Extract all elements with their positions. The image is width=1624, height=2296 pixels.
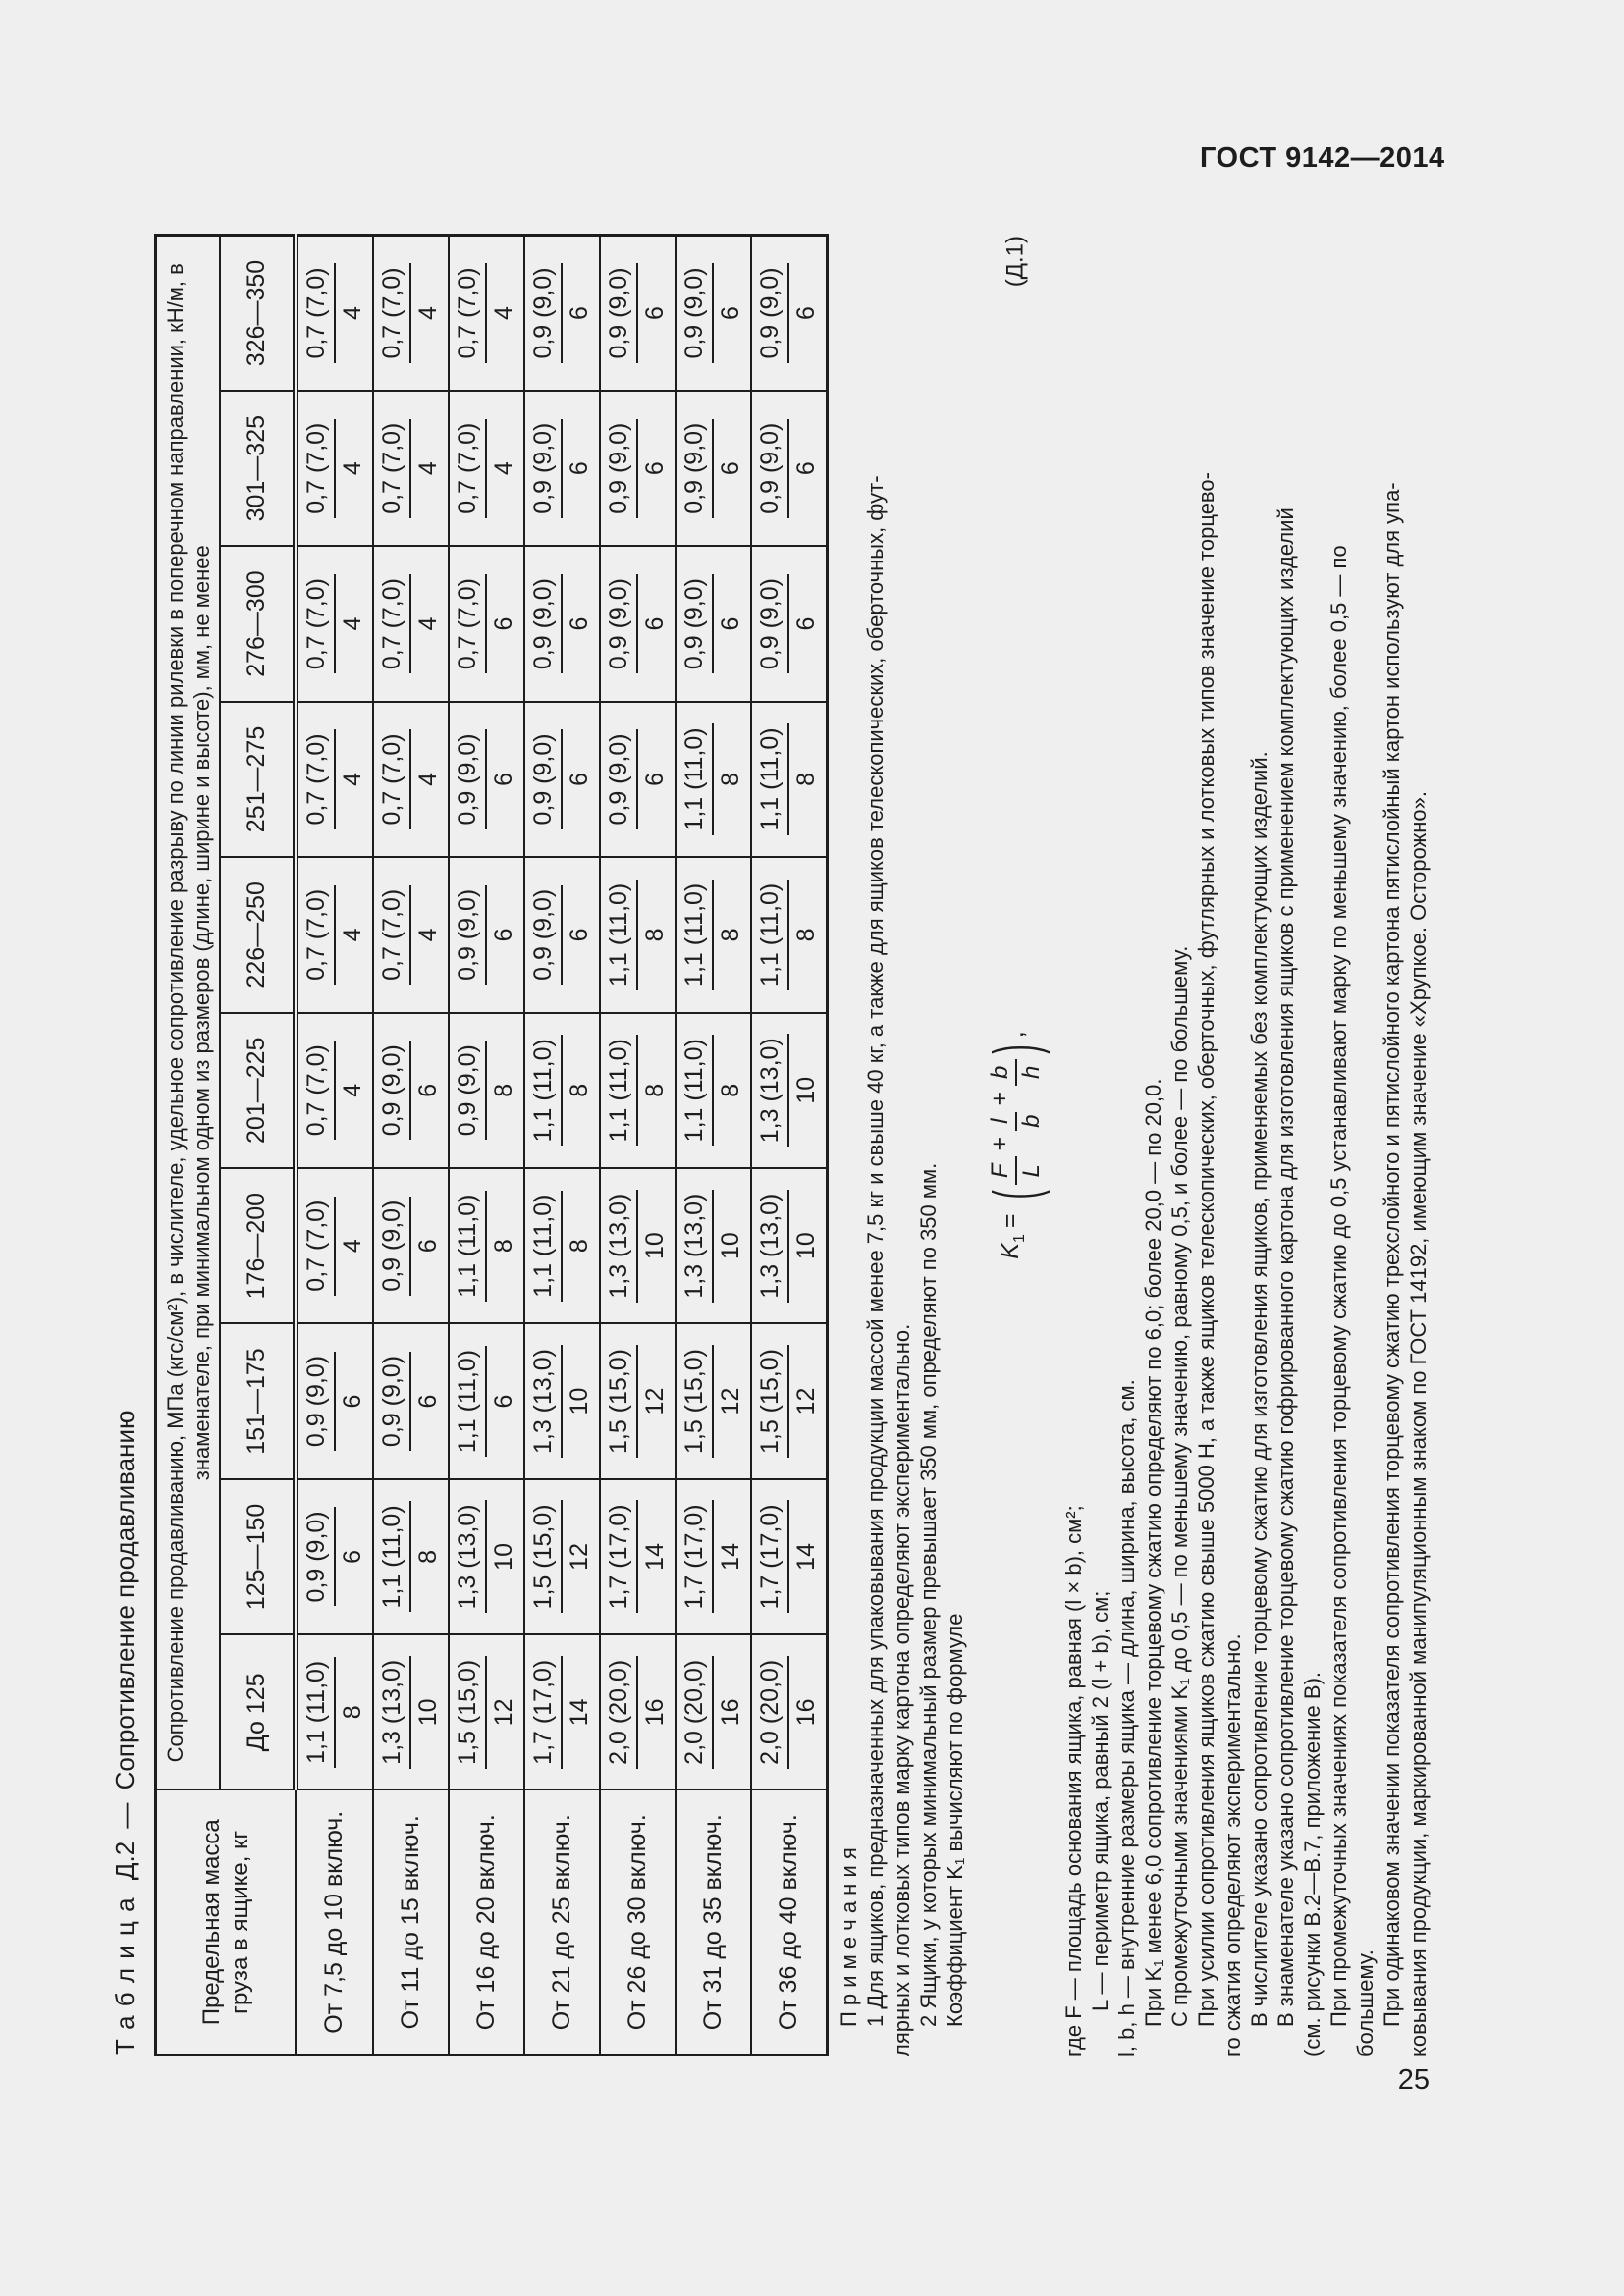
- value-cell: 1,5 (15,0) 12: [524, 1479, 600, 1634]
- value-cell: 0,9 (9,0) 6: [373, 1323, 449, 1478]
- table-body: [296, 236, 828, 2056]
- table-row: [373, 236, 449, 2056]
- table-caption: [110, 1405, 140, 2055]
- value-cell: 1,1 (11,0) 8: [751, 857, 828, 1012]
- row-label: От 31 до 35 включ.: [676, 1790, 751, 2056]
- value-cell: 1,1 (11,0) 8: [524, 1013, 600, 1168]
- value-cell: 0,9 (9,0) 6: [600, 702, 676, 857]
- table-row: [449, 236, 524, 2056]
- value-cell: 1,1 (11,0) 8: [751, 702, 828, 857]
- value-cell: 0,9 (9,0) 6: [676, 236, 751, 391]
- value-cell: 0,7 (7,0) 4: [373, 857, 449, 1012]
- value-cell: 1,5 (15,0) 12: [751, 1323, 828, 1478]
- value-cell: 1,7 (17,0) 14: [524, 1634, 600, 1789]
- value-cell: 0,7 (7,0) 6: [449, 546, 524, 701]
- formula-lhs: $K_1=$: [997, 1213, 1028, 1259]
- value-cell: 0,7 (7,0) 4: [296, 1013, 373, 1168]
- value-cell: 1,1 (11,0) 8: [524, 1168, 600, 1323]
- value-cell: 0,7 (7,0) 4: [296, 391, 373, 546]
- value-cell: 0,7 (7,0) 4: [296, 236, 373, 391]
- note-line: большему.: [1353, 1949, 1378, 2056]
- value-cell: 0,9 (9,0) 6: [296, 1479, 373, 1634]
- value-cell: 0,9 (9,0) 6: [524, 391, 600, 546]
- note-line: В числителе указано сопротивление торцевому сжатию для изготовления ящиков, применяемых без комплектующих изделий.: [1247, 751, 1272, 2027]
- column-header-row: [220, 236, 296, 2056]
- value-cell: 0,7 (7,0) 4: [296, 546, 373, 701]
- value-cell: 0,9 (9,0) 6: [676, 391, 751, 546]
- notes-before-formula: [862, 234, 968, 2056]
- value-cell: 1,7 (17,0) 14: [676, 1479, 751, 1634]
- note-line: В знаменателе указано сопротивление торцевому сжатию гофрированного картона для изготовления ящиков с применением комплектующих изделий: [1273, 507, 1298, 2027]
- value-cell: 0,9 (9,0) 6: [524, 702, 600, 857]
- table-row: [751, 236, 828, 2056]
- note-line: где F — площадь основания ящика, равная (l × b), см²;: [1061, 1505, 1086, 2056]
- value-cell: 1,1 (11,0) 8: [676, 1013, 751, 1168]
- value-cell: 0,9 (9,0) 6: [600, 391, 676, 546]
- value-cell: 0,9 (9,0) 8: [449, 1013, 524, 1168]
- value-cell: 0,9 (9,0) 6: [600, 546, 676, 701]
- note-line: лярных и лотковых типов марку картона определяют экспериментально.: [890, 1323, 914, 2056]
- column-header: 151—175: [220, 1323, 296, 1478]
- value-cell: 1,1 (11,0) 8: [676, 857, 751, 1012]
- note-line: 2 Ящики, у которых минимальный размер превышает 350 мм, определяют по 350 мм.: [916, 1162, 941, 2027]
- row-header-label: Предельная масса груза в ящике, кг: [156, 1790, 297, 2056]
- value-header: Сопротивление продавливанию, МПа (кгс/см²), в числителе, удельное сопротивление разрыву по линии рилевки в поперечном направлении, кН/м, в знаменателе, при минимальном одном из размеров (длине, ширине и высоте), мм, не менее: [156, 236, 221, 1790]
- formula-number: (Д.1): [1001, 236, 1029, 288]
- value-cell: 0,9 (9,0) 6: [751, 391, 828, 546]
- note-line: Коэффициент K₁ вычисляют по формуле: [943, 1613, 967, 2027]
- formula: $K_1=$ ( F L + l b + b h ) , (Д.1): [981, 236, 1050, 1259]
- value-cell: 1,1 (11,0) 8: [373, 1479, 449, 1634]
- value-cell: 0,9 (9,0) 6: [676, 546, 751, 701]
- value-cell: 0,7 (7,0) 4: [449, 391, 524, 546]
- value-cell: 1,5 (15,0) 12: [449, 1634, 524, 1789]
- value-cell: 1,7 (17,0) 14: [751, 1479, 828, 1634]
- column-header: 276—300: [220, 546, 296, 701]
- table-caption-label: Т а б л и ц а: [110, 1896, 139, 2055]
- value-cell: 0,7 (7,0) 4: [373, 702, 449, 857]
- table-row: [600, 236, 676, 2056]
- value-cell: 1,5 (15,0) 12: [600, 1323, 676, 1478]
- column-header: До 125: [220, 1634, 296, 1789]
- value-cell: 1,3 (13,0) 10: [751, 1168, 828, 1323]
- column-header: 201—225: [220, 1013, 296, 1168]
- column-header: 326—350: [220, 236, 296, 391]
- value-cell: 0,9 (9,0) 6: [373, 1168, 449, 1323]
- notes: [836, 234, 1432, 2056]
- note-line: l, b, h — внутренние размеры ящика — длина, ширина, высота, см.: [1114, 1379, 1139, 2056]
- standard-reference: ГОСТ 9142—2014: [1200, 142, 1445, 174]
- value-cell: 0,7 (7,0) 4: [373, 391, 449, 546]
- value-cell: 0,9 (9,0) 6: [296, 1323, 373, 1478]
- value-cell: 0,7 (7,0) 4: [449, 236, 524, 391]
- value-cell: 1,7 (17,0) 14: [600, 1479, 676, 1634]
- value-cell: 1,3 (13,0) 10: [524, 1323, 600, 1478]
- value-cell: 1,1 (11,0) 8: [449, 1168, 524, 1323]
- row-label: От 11 до 15 включ.: [373, 1790, 449, 2056]
- value-cell: 0,9 (9,0) 6: [449, 857, 524, 1012]
- row-label: От 36 до 40 включ.: [751, 1790, 828, 2056]
- value-cell: 0,9 (9,0) 6: [524, 857, 600, 1012]
- formula-fraction: b h: [988, 1059, 1045, 1086]
- value-cell: 0,9 (9,0) 6: [751, 236, 828, 391]
- column-header: 176—200: [220, 1168, 296, 1323]
- row-label: От 21 до 25 включ.: [524, 1790, 600, 2056]
- value-cell: 1,1 (11,0) 8: [676, 702, 751, 857]
- row-label: От 7,5 до 10 включ.: [296, 1790, 373, 2056]
- column-header: 125—150: [220, 1479, 296, 1634]
- value-cell: 1,3 (13,0) 10: [676, 1168, 751, 1323]
- note-line: При усилии сопротивления ящиков сжатию свыше 5000 Н, а также ящиков телескопических, оберточных, футлярных и лотковых типов значение торцево-: [1194, 472, 1218, 2027]
- note-line: 1 Для ящиков, предназначенных для упаковывания продукции массой менее 7,5 кг и свыше 40 кг, а также для ящиков телескопических, оберточных, фут-: [863, 475, 888, 2027]
- note-line: L — периметр ящика, равный 2 (l + b), см;: [1088, 1590, 1112, 2011]
- formula-fraction: F L: [988, 1157, 1045, 1186]
- table-row: [676, 236, 751, 2056]
- formula-fraction: l b: [988, 1112, 1045, 1131]
- column-header: 301—325: [220, 391, 296, 546]
- value-cell: 1,1 (11,0) 8: [296, 1634, 373, 1789]
- value-cell: 0,7 (7,0) 4: [373, 546, 449, 701]
- value-cell: 0,7 (7,0) 4: [296, 1168, 373, 1323]
- table-row: [524, 236, 600, 2056]
- value-cell: 0,7 (7,0) 4: [296, 857, 373, 1012]
- table-caption-title: Сопротивление продавливанию: [110, 1410, 139, 1790]
- row-label: От 26 до 30 включ.: [600, 1790, 676, 2056]
- value-cell: 2,0 (20,0) 16: [600, 1634, 676, 1789]
- note-line: При промежуточных значениях показателя сопротивления торцевому сжатию до 0,5 устанавливают марку по меньшему значению, более 0,5 — по: [1326, 545, 1351, 2027]
- notes-after-formula: [1060, 234, 1432, 2056]
- note-line: ковывания продукции, маркированной манипуляционным знаком по ГОСТ 14192, имеющим значение «Хрупкое. Осторожно».: [1406, 790, 1431, 2056]
- table-caption-number: Д.2: [110, 1841, 139, 1881]
- value-cell: 1,1 (11,0) 6: [449, 1323, 524, 1478]
- column-header: 226—250: [220, 857, 296, 1012]
- plus-sign: +: [985, 1091, 1013, 1106]
- note-line: С промежуточными значениями K₁ до 0,5 — по меньшему значению, равному 0,5, и более — по большему.: [1167, 945, 1192, 2027]
- formula-fractions: [987, 1059, 1045, 1186]
- table-caption-dash: —: [110, 1802, 139, 1829]
- value-cell: 0,9 (9,0) 6: [751, 546, 828, 701]
- value-cell: 0,9 (9,0) 6: [373, 1013, 449, 1168]
- value-cell: 0,7 (7,0) 4: [373, 236, 449, 391]
- note-line: При K₁ менее 6,0 сопротивление торцевому сжатию определяют по 6,0; более 20,0 — по 20,0.: [1141, 1078, 1165, 2027]
- note-line: При одинаковом значении показателя сопротивления торцевому сжатию трехслойного и пятислойного картона пятислойный картон используют для упа-: [1380, 482, 1404, 2027]
- data-table: [154, 234, 829, 2056]
- value-cell: 1,5 (15,0) 12: [676, 1323, 751, 1478]
- open-paren: (: [981, 1190, 1050, 1200]
- row-label: От 16 до 20 включ.: [449, 1790, 524, 2056]
- value-cell: 0,9 (9,0) 6: [600, 236, 676, 391]
- close-paren: ): [981, 1044, 1050, 1054]
- notes-heading: П р и м е ч а н и я: [837, 1847, 861, 2027]
- value-cell: 0,9 (9,0) 6: [524, 546, 600, 701]
- value-cell: 1,3 (13,0) 10: [600, 1168, 676, 1323]
- table-row: [296, 236, 373, 2056]
- note-line: (см. рисунки В.2—В.7, приложение В).: [1300, 1671, 1325, 2056]
- value-cell: 0,7 (7,0) 4: [296, 702, 373, 857]
- value-cell: 2,0 (20,0) 16: [751, 1634, 828, 1789]
- value-cell: 1,3 (13,0) 10: [751, 1013, 828, 1168]
- value-cell: 0,9 (9,0) 6: [524, 236, 600, 391]
- rotated-content: [108, 234, 1443, 2056]
- value-cell: 2,0 (20,0) 16: [676, 1634, 751, 1789]
- note-line: го сжатия определяют экспериментально.: [1220, 1633, 1245, 2056]
- column-header: 251—275: [220, 702, 296, 857]
- value-cell: 1,1 (11,0) 8: [600, 857, 676, 1012]
- page-number: 25: [1397, 2064, 1430, 2096]
- plus-sign: +: [985, 1136, 1013, 1151]
- value-cell: 0,9 (9,0) 6: [449, 702, 524, 857]
- value-cell: 1,1 (11,0) 8: [600, 1013, 676, 1168]
- value-cell: 1,3 (13,0) 10: [373, 1634, 449, 1789]
- value-cell: 1,3 (13,0) 10: [449, 1479, 524, 1634]
